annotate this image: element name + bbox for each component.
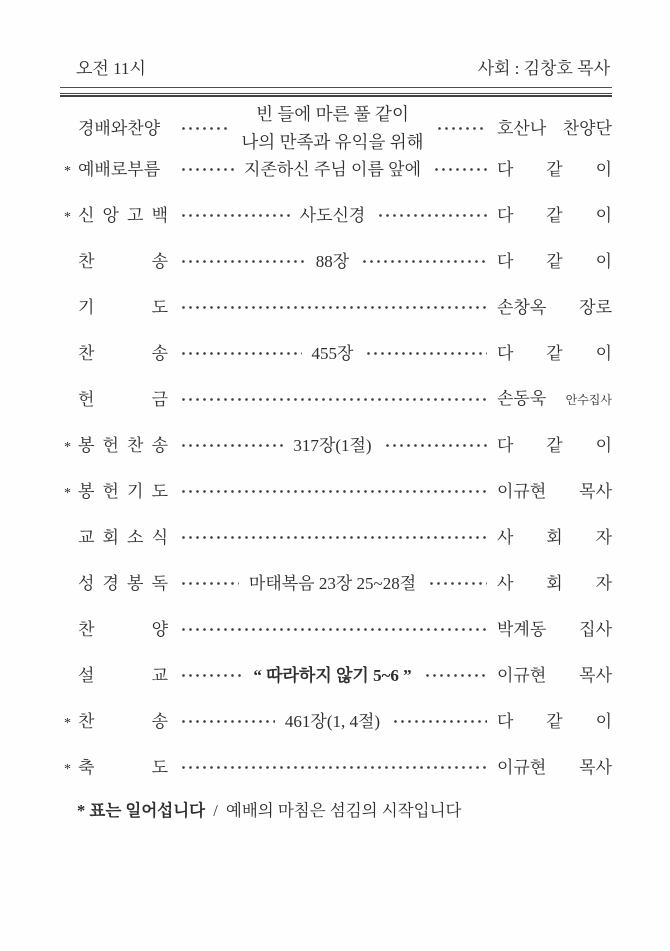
order-row-special-song — [60, 617, 612, 642]
stand-asterisk: * — [64, 210, 71, 225]
footer-text: 예배의 마침은 섬김의 시작입니다 — [225, 801, 462, 820]
performer-title: 안수집사 — [565, 393, 612, 407]
row-label: 설 교 — [78, 666, 168, 685]
dotted-leader — [363, 351, 487, 356]
row-performer: 이규현 목사 — [497, 758, 612, 777]
row-label: 성 경 봉 독 — [78, 574, 168, 593]
dotted-leader — [178, 305, 487, 310]
row-label: 찬 양 — [78, 620, 168, 639]
order-row-offering — [60, 387, 612, 412]
row-label: 경배와찬양 — [78, 118, 161, 138]
order-row-hymn-461 — [60, 709, 612, 734]
footer-emphasis: 표는 일어섭니다 — [89, 801, 206, 820]
footer-note — [60, 798, 612, 823]
header-divider — [60, 93, 612, 97]
song-title-line1: 빈 들에 마른 풀 같이 — [256, 103, 409, 124]
row-label: 찬 송 — [78, 252, 168, 271]
service-time: 오전 11시 — [76, 59, 146, 78]
row-label: 찬 송 — [78, 344, 168, 363]
row-center: 지존하신 주님 이름 앞에 — [244, 160, 421, 179]
row-center: 88장 — [315, 252, 350, 271]
order-row-prayer — [60, 295, 612, 320]
row-performer: 다 같 이 — [497, 712, 613, 731]
order-row-hymn-455 — [60, 341, 612, 366]
order-row-sermon — [60, 663, 612, 688]
row-label: 교 회 소 식 — [78, 528, 168, 547]
dotted-leader — [434, 126, 487, 131]
row-label: 봉 헌 찬 송 — [78, 436, 168, 455]
order-row-benediction — [60, 755, 612, 780]
dotted-leader — [178, 535, 487, 540]
dotted-leader — [178, 443, 283, 448]
row-performer: 이규현 목사 — [497, 666, 612, 685]
row-label: 축 도 — [78, 758, 168, 777]
sermon-title: “ 따라하지 않기 5~6 ” — [253, 666, 412, 685]
row-center: 461장(1, 4절) — [284, 712, 381, 731]
service-header — [60, 58, 612, 88]
row-performer — [497, 387, 612, 412]
row-performer: 다 같 이 — [497, 436, 613, 455]
dotted-leader — [178, 489, 487, 494]
row-label: 예배로부름 — [78, 160, 161, 179]
dotted-leader — [178, 213, 290, 218]
row-label: 신 앙 고 백 — [78, 206, 168, 225]
row-label: 찬 송 — [78, 712, 168, 731]
row-performer: 다 같 이 — [497, 252, 612, 271]
dotted-leader — [426, 581, 487, 586]
order-row-scripture-reading — [60, 571, 612, 596]
order-row-creed — [60, 203, 612, 228]
song-title-line2: 나의 만족과 유익을 위해 — [241, 131, 424, 152]
dotted-leader — [178, 765, 487, 770]
row-performer: 사 회 자 — [497, 528, 612, 547]
row-performer: 다 같 이 — [497, 344, 612, 363]
row-center: 마태복음 23장 25~28절 — [248, 574, 417, 593]
row-performer: 다 같 이 — [497, 206, 613, 225]
row-center — [241, 103, 423, 154]
order-row-announcements — [60, 525, 612, 550]
dotted-leader — [375, 213, 487, 218]
row-label: 기 도 — [78, 298, 168, 317]
order-row-call-to-worship — [60, 157, 612, 182]
worship-order-list — [60, 105, 612, 780]
dotted-leader — [390, 719, 487, 724]
order-row-offertory-prayer — [60, 479, 612, 504]
row-performer: 손창옥 장로 — [497, 298, 612, 317]
dotted-leader — [178, 397, 487, 402]
dotted-leader — [422, 673, 487, 678]
performer-name: 손동욱 — [497, 389, 547, 408]
row-label: 헌 금 — [78, 390, 168, 409]
dotted-leader — [178, 351, 302, 356]
row-center: 455장 — [311, 344, 354, 363]
moderator: 사회 : 김창호 목사 — [477, 59, 610, 78]
row-performer: 박계동 집사 — [497, 620, 612, 639]
dotted-leader — [178, 259, 306, 264]
row-performer: 다 같 이 — [497, 160, 613, 179]
footer-separator: / — [213, 801, 218, 820]
row-label: 봉 헌 기 도 — [78, 482, 168, 501]
stand-asterisk: * — [64, 440, 71, 455]
row-performer: 이규현 목사 — [497, 482, 612, 501]
row-performer: 호산나 찬양단 — [497, 118, 612, 138]
dotted-leader — [178, 673, 243, 678]
stand-asterisk: * — [64, 486, 71, 501]
order-row-hymn-88 — [60, 249, 612, 274]
order-row-praise — [60, 105, 612, 151]
dotted-leader — [178, 719, 275, 724]
stand-asterisk: * — [64, 164, 71, 179]
dotted-leader — [178, 167, 234, 172]
dotted-leader — [178, 627, 487, 632]
dotted-leader — [382, 443, 487, 448]
dotted-leader — [178, 581, 239, 586]
order-row-offertory-hymn — [60, 433, 612, 458]
row-center: 317장(1절) — [293, 436, 372, 455]
stand-asterisk: * — [64, 716, 71, 731]
row-performer: 사 회 자 — [497, 574, 613, 593]
dotted-leader — [359, 259, 487, 264]
dotted-leader — [431, 167, 487, 172]
footer-asterisk: * — [77, 801, 86, 820]
stand-asterisk: * — [64, 762, 71, 777]
row-center: 사도신경 — [299, 206, 366, 225]
dotted-leader — [178, 126, 231, 131]
